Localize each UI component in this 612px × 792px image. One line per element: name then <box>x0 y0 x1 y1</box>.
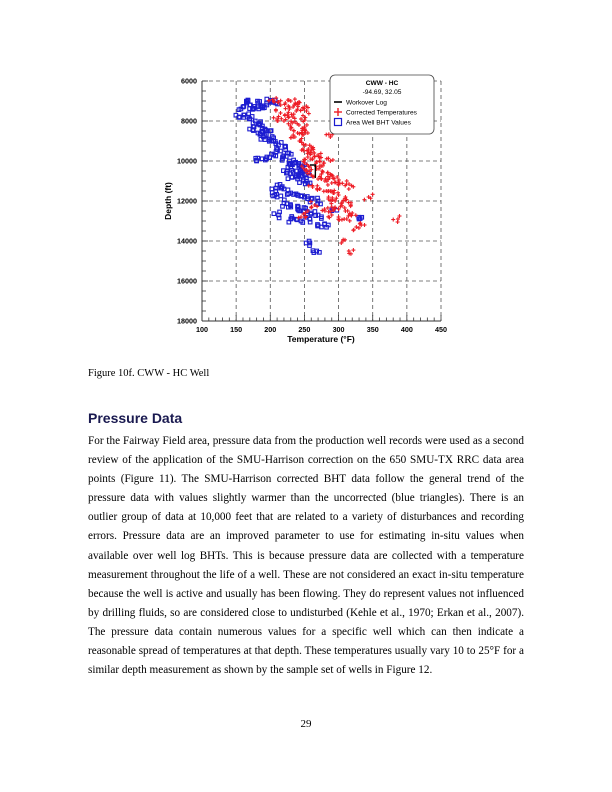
page-number: 29 <box>300 718 312 730</box>
legend-title: CWW - HC <box>365 80 399 87</box>
svg-text:10000: 10000 <box>177 156 197 166</box>
svg-text:12000: 12000 <box>177 196 197 206</box>
svg-text:450: 450 <box>435 325 447 334</box>
legend-subtitle: -94.69, 32.05 <box>362 89 402 96</box>
svg-text:200: 200 <box>264 325 277 334</box>
y-axis-label: Depth (ft) <box>163 182 173 220</box>
svg-text:350: 350 <box>366 325 379 334</box>
svg-text:16000: 16000 <box>177 276 197 286</box>
svg-text:250: 250 <box>298 325 311 334</box>
legend-label-area-well-bht-values: Area Well BHT Values <box>346 119 411 127</box>
svg-text:6000: 6000 <box>181 76 197 86</box>
section-body <box>88 432 524 680</box>
svg-text:18000: 18000 <box>177 316 197 326</box>
svg-text:8000: 8000 <box>181 116 197 126</box>
depth-temperature-scatter-chart <box>150 68 460 358</box>
section-heading: Pressure Data <box>88 410 183 426</box>
chart-legend <box>330 75 434 134</box>
legend-label-workover-log: Workover Log <box>346 99 387 107</box>
x-tick-labels <box>196 325 447 334</box>
svg-text:14000: 14000 <box>177 236 197 246</box>
svg-text:100: 100 <box>196 325 208 334</box>
svg-text:150: 150 <box>230 325 243 334</box>
x-axis-label: Temperature (°F) <box>287 334 355 344</box>
svg-text:400: 400 <box>400 325 413 334</box>
body-paragraph: For the Fairway Field area, pressure data from the production well records were used as a second review of the application of the SMU-Harrison correction on the 650 SMU-TX RRC data area points (Figure 11). The SMU-Harrison corrected BHT data follow the general trend of the pressure data with values slightly warmer than the uncorrected (blue triangles). There is an outlier group of data at 10,000 feet that are related to a variety of disturbances and recording errors. Pressure data are an improved parameter to use for estimating in-situ values when available over well log BHTs. This is because pressure data are collected with a temperature measurement throughout the life of a well. These are not considered an exact in-situ temperature because the well is active and usually has been flowing. They do represent values not influenced by drilling fluids, so are considered close to undisturbed (Kehle et al., 1970; Erkan et al., 2007). The pressure data contain numerous values for a specific well which can then indicate a reasonable spread of temperatures at that depth. These temperatures usually vary 10 to 25°F for a similar depth measurement as shown by the sample set of wells in Figure 12. <box>88 435 524 677</box>
legend-label-corrected-temperatures: Corrected Temperatures <box>346 109 417 117</box>
y-tick-labels <box>177 77 197 326</box>
figure-caption: Figure 10f. CWW - HC Well <box>88 368 210 379</box>
svg-text:300: 300 <box>332 325 345 334</box>
